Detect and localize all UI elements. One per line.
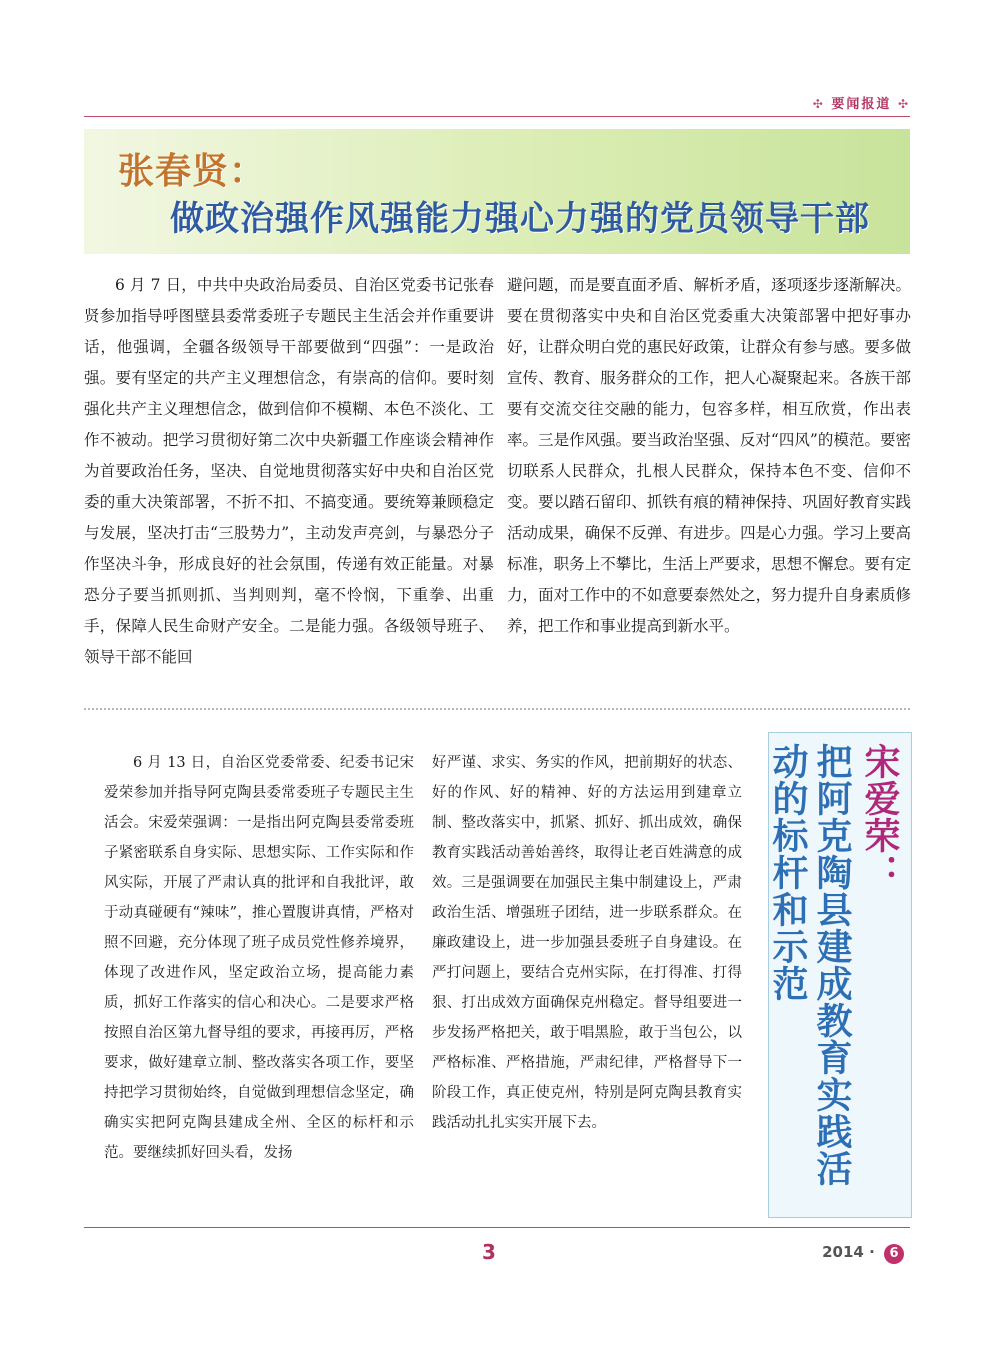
article2-column-1 [104,748,414,1168]
article1-banner [84,129,910,254]
issue-info [822,1243,904,1264]
article2-column-2 [432,748,742,1138]
page-number: 3 [482,1240,496,1264]
article1-headline: 做政治强作风强能力强心力强的党员领导干部 [170,199,870,239]
header-rule [84,116,910,117]
article1-column-2 [507,270,911,642]
article2-paragraph-1: 6 月 13 日，自治区党委常委、纪委书记宋爱荣参加并指导阿克陶县委常委班子专题民主生活会。宋爱荣强调：一是指出阿克陶县委常委班子紧密联系自身实际、思想实际、工作实际和作风实际，开展了严肃认真的批评和自我批评，敢于动真碰硬有“辣味”，推心置腹讲真情，严格对照不回避，充分体现了班子成员党性修养境界，体现了改进作风，坚定政治立场，提高能力素质，抓好工作落实的信心和决心。二是要求严格按照自治区第九督导组的要求，再接再厉，严格要求，做好建章立制、整改落实各项工作，要坚持把学习贯彻始终，自觉做到理想信念坚定，确确实实把阿克陶县建成全州、全区的标杆和示范。要继续抓好回头看，发扬 [104,755,414,1161]
article2-title-box [768,732,912,1218]
issue-separator: · [869,1243,875,1261]
article1-name: 张春贤： [118,151,267,192]
ornament-icon: ✣ [897,97,910,111]
article1-paragraph-2: 避问题，而是要直面矛盾、解析矛盾，逐项逐步逐渐解决。要在贯彻落实中央和自治区党委重大决策部署中把好事办好，让群众明白党的惠民好政策，让群众有参与感。要多做宣传、教育、服务群众的工作，把人心凝聚起来。各族干部要有交流交往交融的能力，包容多样，相互欣赏，作出表率。三是作风强。要当政治坚强、反对“四风”的模范。要密切联系人民群众，扎根人民群众，保持本色不变、信仰不变。要以踏石留印、抓铁有痕的精神保持、巩固好教育实践活动成果，确保不反弹、有进步。四是心力强。学习上要高标准，职务上不攀比，生活上严要求，思想不懈怠。要有定力，面对工作中的不如意要泰然处之，努力提升自身素质修养，把工作和事业提高到新水平。 [507,276,911,635]
article2-paragraph-2: 好严谨、求实、务实的作风，把前期好的状态、好的作风、好的精神、好的方法运用到建章立制、整改落实中，抓紧、抓好、抓出成效，确保教育实践活动善始善终，取得让老百姓满意的成效。三是强调要在加强民主集中制建设上，严肃政治生活、增强班子团结，进一步联系群众。在廉政建设上，进一步加强县委班子自身建设。在严打问题上，要结合克州实际，在打得准、打得狠、打出成效方面确保克州稳定。督导组要进一步发扬严格把关，敢于唱黑脸，敢于当包公，以严格标准、严格措施，严肃纪律，严格督导下一阶段工作，真正使克州，特别是阿克陶县教育实践活动扎扎实实开展下去。 [432,755,742,1131]
article-divider [84,708,910,710]
article1-column-1 [84,270,494,673]
footer-rule [84,1227,910,1228]
issue-number-badge: 6 [884,1244,904,1264]
ornament-icon: ✣ [812,97,825,111]
issue-year: 2014 [822,1243,864,1261]
section-label [813,93,910,112]
article2-headline: 把阿克陶县建成教育实践活动的标杆和示范 [767,743,852,1187]
section-label-text: 要闻报道 [831,97,892,112]
article1-paragraph-1: 6 月 7 日，中共中央政治局委员、自治区党委书记张春贤参加指导呼图壁县委常委班子专题民主生活会并作重要讲话，他强调，全疆各级领导干部要做到“四强”：一是政治强。要有坚定的共产主义理想信念，有崇高的信仰。要时刻强化共产主义理想信念，做到信仰不模糊、本色不淡化、工作不被动。把学习贯彻好第二次中央新疆工作座谈会精神作为首要政治任务，坚决、自觉地贯彻落实好中央和自治区党委的重大决策部署，不折不扣、不搞变通。要统筹兼顾稳定与发展，坚决打击“三股势力”，主动发声亮剑，与暴恐分子作坚决斗争，形成良好的社会氛围，传递有效正能量。对暴恐分子要当抓则抓、当判则判，毫不怜悯，下重拳、出重手，保障人民生命财产安全。二是能力强。各级领导班子、领导干部不能回 [84,276,494,666]
article2-name: 宋爱荣： [859,743,900,891]
